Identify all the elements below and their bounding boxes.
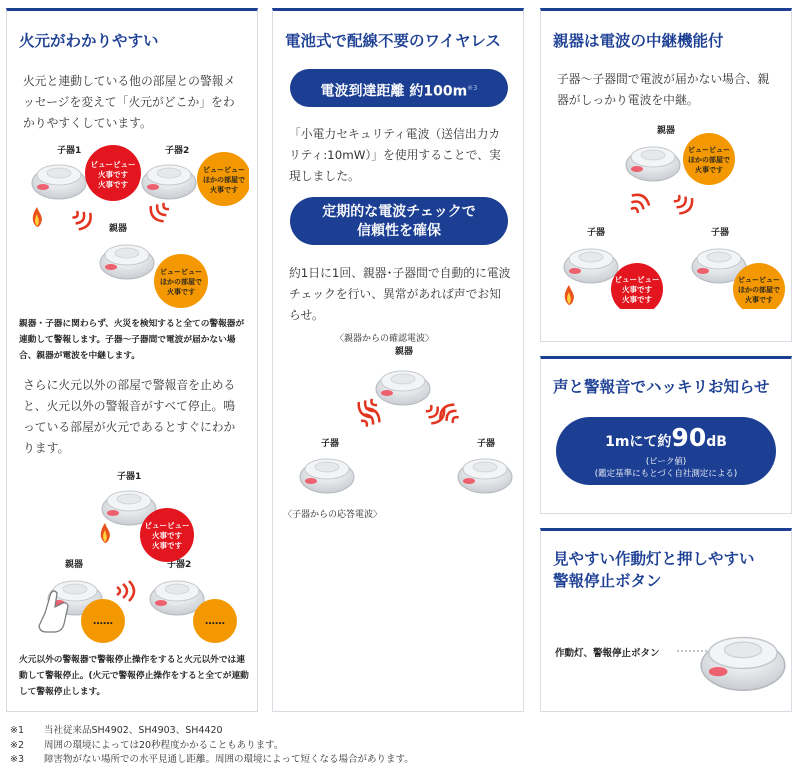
panel-title: 電池式で配線不要のワイヤレス	[285, 32, 501, 50]
panel-title-line2: 警報停止ボタン	[553, 572, 662, 590]
fire-diagram-1	[19, 139, 249, 317]
volume-pill	[556, 417, 776, 485]
child1-label: 子器1	[117, 472, 142, 482]
panel-relay	[540, 8, 792, 342]
alarm-burst-orange	[154, 254, 208, 308]
panel-volume	[540, 356, 792, 514]
child2-label: 子器2	[167, 560, 192, 570]
radio-wave-icon	[422, 400, 448, 426]
child-left-label: 子器	[587, 228, 606, 238]
check-pill-line2: 信頼性を確保	[357, 223, 441, 239]
smoke-detector-icon	[626, 147, 680, 181]
smoke-detector-icon	[32, 165, 86, 199]
radio-wave-icon	[147, 198, 173, 224]
panel-indicator	[540, 528, 792, 712]
parent-label: 親器	[657, 126, 676, 136]
footnote	[10, 739, 414, 754]
alarm-burst-red	[611, 263, 663, 309]
radio-wave-icon	[117, 581, 134, 601]
burst-line: ほかの部屋で	[160, 278, 202, 286]
silent-label: ……	[93, 616, 113, 627]
panel-title: 声と警報音でハッキリお知らせ	[553, 378, 770, 396]
burst-line: ビュービュー	[144, 521, 190, 530]
range-pill-footnote: ※3	[467, 84, 478, 92]
burst-line: ビュービュー	[90, 160, 136, 169]
burst-line: 火事です	[745, 296, 773, 304]
panel-title: 親器は電波の中継機能付	[553, 32, 724, 50]
footnotes	[10, 724, 414, 768]
child-left-label: 子器	[321, 439, 340, 449]
panel-fire-source	[6, 8, 258, 712]
note-2: 火元以外の警報器で警報停止操作をすると火元以外では連動して警報停止。(火元で警報停止操作をすると全てが連動して警報停止します。	[19, 655, 249, 697]
child2-label: 子器2	[165, 146, 190, 156]
range-pill-label: 電波到達距離 約100m	[320, 83, 468, 100]
check-pill-line1: 定期的な電波チェックで	[322, 204, 476, 220]
alarm-burst-silent	[193, 599, 237, 643]
alarm-burst-orange	[197, 152, 249, 206]
radio-wave-icon	[670, 190, 696, 216]
burst-line: 火事です	[98, 170, 128, 179]
fire-diagram-2	[19, 463, 249, 653]
burst-line: ほかの部屋で	[738, 286, 780, 294]
parent-label: 親器	[395, 347, 414, 357]
burst-line: ビュービュー	[688, 146, 730, 154]
radio-wave-icon	[437, 401, 463, 427]
smoke-detector-icon	[150, 581, 204, 615]
alarm-burst-orange	[683, 133, 735, 185]
smoke-detector-icon	[142, 165, 196, 199]
flame-icon	[565, 285, 574, 305]
flame-icon	[101, 523, 110, 543]
burst-line: 火事です	[152, 541, 182, 550]
burst-line: ほかの部屋で	[203, 176, 245, 184]
footnote	[10, 753, 414, 768]
panel-wireless	[272, 8, 524, 712]
volume-value: 90	[671, 423, 707, 452]
child-right-label: 子器	[477, 439, 496, 449]
footnote-text: 当社従来品SH4902、SH4903、SH4420	[44, 725, 223, 736]
stop-alarm-text: さらに火元以外の部屋で警報音を止めると、火元以外の警報音がすべて停止。鳴っている部屋が火元であるとすぐにわかります。	[23, 378, 236, 455]
burst-line: ビュービュー	[203, 166, 245, 174]
burst-line: 火事です	[152, 531, 182, 540]
child1-label: 子器1	[57, 146, 82, 156]
burst-line: 火事です	[622, 295, 652, 304]
relay-text: 子器～子器間で電波が届かない場合、親器がしっかり電波を中継。	[557, 72, 770, 107]
radio-check-diagram	[281, 329, 519, 519]
check-text: 約1日に1回、親器･子器間で自動的に電波チェックを行い、異常があれば声でお知らせ。	[289, 266, 511, 322]
flame-icon	[33, 207, 42, 227]
footnote-mark: ※2	[10, 739, 25, 751]
burst-line: 火事です	[695, 166, 723, 174]
burst-line: 火事です	[167, 288, 195, 296]
range-pill	[290, 69, 508, 107]
burst-line: 火事です	[210, 186, 238, 194]
silent-label: ……	[205, 616, 225, 627]
footnote	[10, 724, 414, 739]
footnote-text: 障害物がない場所での水平見通し距離。周囲の環境によって短くなる場合があります。	[44, 754, 414, 765]
note-1: 親器・子器に関わらず、火災を検知すると全ての警報器が連動して警報します。子器～子器間で電波が届かない場合、親器が電波を中継します。	[19, 319, 245, 361]
child-right-label: 子器	[711, 228, 730, 238]
panel-title: 火元がわかりやすい	[19, 32, 159, 50]
alarm-burst-red	[140, 508, 194, 562]
burst-line: ほかの部屋で	[688, 156, 730, 164]
burst-line: ビュービュー	[738, 276, 780, 284]
burst-line: 火事です	[98, 180, 128, 189]
burst-line: 火事です	[622, 285, 652, 294]
check-pill	[290, 197, 508, 245]
smoke-detector-icon	[701, 638, 785, 691]
smoke-detector-icon	[564, 249, 618, 283]
alarm-burst-silent	[81, 599, 125, 643]
volume-sub2: (鑑定基準にもとづく自社測定による)	[594, 469, 738, 479]
top-caption: 〈親器からの確認電波〉	[335, 334, 435, 344]
smoke-detector-icon	[100, 245, 154, 279]
relay-diagram	[551, 119, 787, 309]
burst-line: ビュービュー	[160, 268, 202, 276]
alarm-burst-red	[85, 145, 141, 201]
volume-prefix: 1mにて約	[605, 434, 672, 450]
radio-wave-icon	[69, 206, 94, 232]
radio-wave-icon	[626, 191, 652, 216]
parent-label: 親器	[109, 224, 128, 234]
footnote-mark: ※3	[10, 754, 25, 765]
indicator-diagram	[671, 603, 791, 703]
volume-unit: dB	[706, 434, 727, 450]
intro-text: 火元と連動している他の部屋との警報メッセージを変えて「火元がどこか」をわかりやすくしています。	[23, 74, 236, 130]
range-text: 「小電力セキュリティ電波（送信出力カリティ:10mW）」を使用することで、実現しました。	[289, 127, 501, 183]
panel-title	[541, 548, 791, 592]
smoke-detector-icon	[458, 459, 512, 493]
bottom-caption: 〈子器からの応答電波〉	[283, 510, 383, 519]
indicator-callout: 作動灯、警報停止ボタン	[555, 648, 660, 659]
volume-sub1: (ピーク値)	[645, 457, 687, 467]
burst-line: ビュービュー	[614, 275, 660, 284]
panel-title-line1: 見やすい作動灯と押しやすい	[553, 550, 755, 568]
parent-label: 親器	[65, 560, 84, 570]
smoke-detector-icon	[300, 459, 354, 493]
footnote-mark: ※1	[10, 725, 25, 736]
smoke-detector-icon	[376, 371, 430, 405]
footnote-text: 周囲の環境によっては20秒程度かかることもあります。	[44, 739, 284, 751]
